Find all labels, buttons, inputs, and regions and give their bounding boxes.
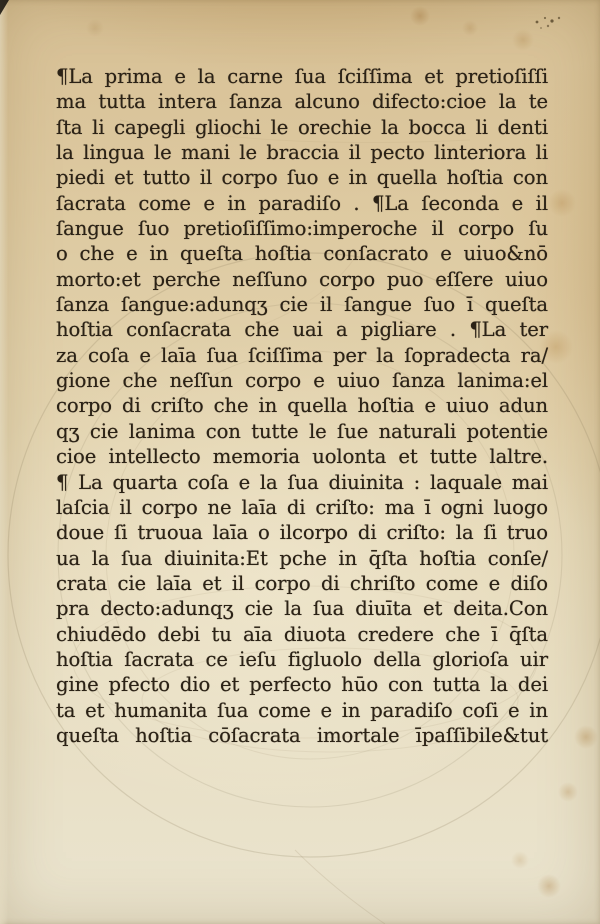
text-line: ſacrata come e in paradiſo . ¶La ſeconda e il — [56, 191, 548, 215]
text-line: ¶ La quarta coſa e la ſua diuinita : laquale mai — [56, 470, 548, 494]
text-line: gione che neſſun corpo e uiuo ſanza lanima:el — [56, 369, 548, 393]
text-line: ma tutta intera ſanza alcuno difecto:cioe la te — [56, 90, 548, 114]
text-line: ua la ſua diuinita:Et pche in q̄ſta hoſtia conſe/ — [56, 546, 548, 570]
text-line: laſcia il corpo ne laīa di criſto: ma ī ogni luogo — [56, 495, 548, 519]
text-line: ſangue ſuo pretioſiſſimo:imperoche il corpo ſu — [56, 217, 548, 241]
text-line: doue ſi truoua laīa o ilcorpo di criſto: la ſi truo — [56, 521, 548, 545]
text-line: queſta hoſtia cōſacrata imortale īpaſſibile&tut — [56, 723, 548, 747]
text-line: o che e in queſta hoſtia conſacrato e uiuo&nō — [56, 242, 548, 266]
text-line: chiudēdo debi tu aīa diuota credere che ī q̄ſta — [56, 622, 548, 646]
text-line: ¶La prima e la carne ſua ſciſſima et pretioſiſſi — [56, 65, 548, 88]
text-line: ta et humanita ſua come e in paradiſo coſi e in — [56, 698, 548, 722]
ink-specks — [536, 17, 561, 29]
text-line: hoſtia ſacrata ce ieſu figluolo della glorioſa uir — [56, 647, 548, 671]
text-line: ſta li capegli gliochi le orechie la bocca li denti — [56, 115, 548, 139]
text-line: ſanza ſangue:adunqʒ cie il ſangue ſuo ī queſta — [56, 293, 548, 317]
text-line: gine pfecto dio et perfecto hūo con tutta la dei — [56, 673, 548, 697]
text-line: corpo di criſto che in quella hoſtia e uiuo adun — [56, 394, 548, 418]
text-line: qʒ cie lanima con tutte le ſue naturali potentie — [56, 419, 548, 443]
text-line: cioe intellecto memoria uolonta et tutte laltre. — [56, 445, 548, 469]
text-line: la lingua le mani le braccia il pecto linteriora li — [56, 141, 548, 165]
text-line: morto:et perche neſſuno corpo puo eſſere uiuo — [56, 267, 548, 291]
text-line: hoſtia conſacrata che uai a pigliare . ¶La ter — [56, 318, 548, 342]
text-line: crata cie laīa et il corpo di chriſto come e diſo — [56, 571, 548, 595]
text-line: za coſa e laīa ſua ſciſſima per la ſopradecta ra/ — [56, 343, 548, 367]
text-line: piedi et tutto il corpo ſuo e in quella hoſtia con — [56, 166, 548, 190]
text-line: pra decto:adunqʒ cie la ſua diuīta et deita.Con — [56, 597, 548, 621]
text-block — [56, 64, 548, 748]
corner-notch — [0, 0, 9, 15]
